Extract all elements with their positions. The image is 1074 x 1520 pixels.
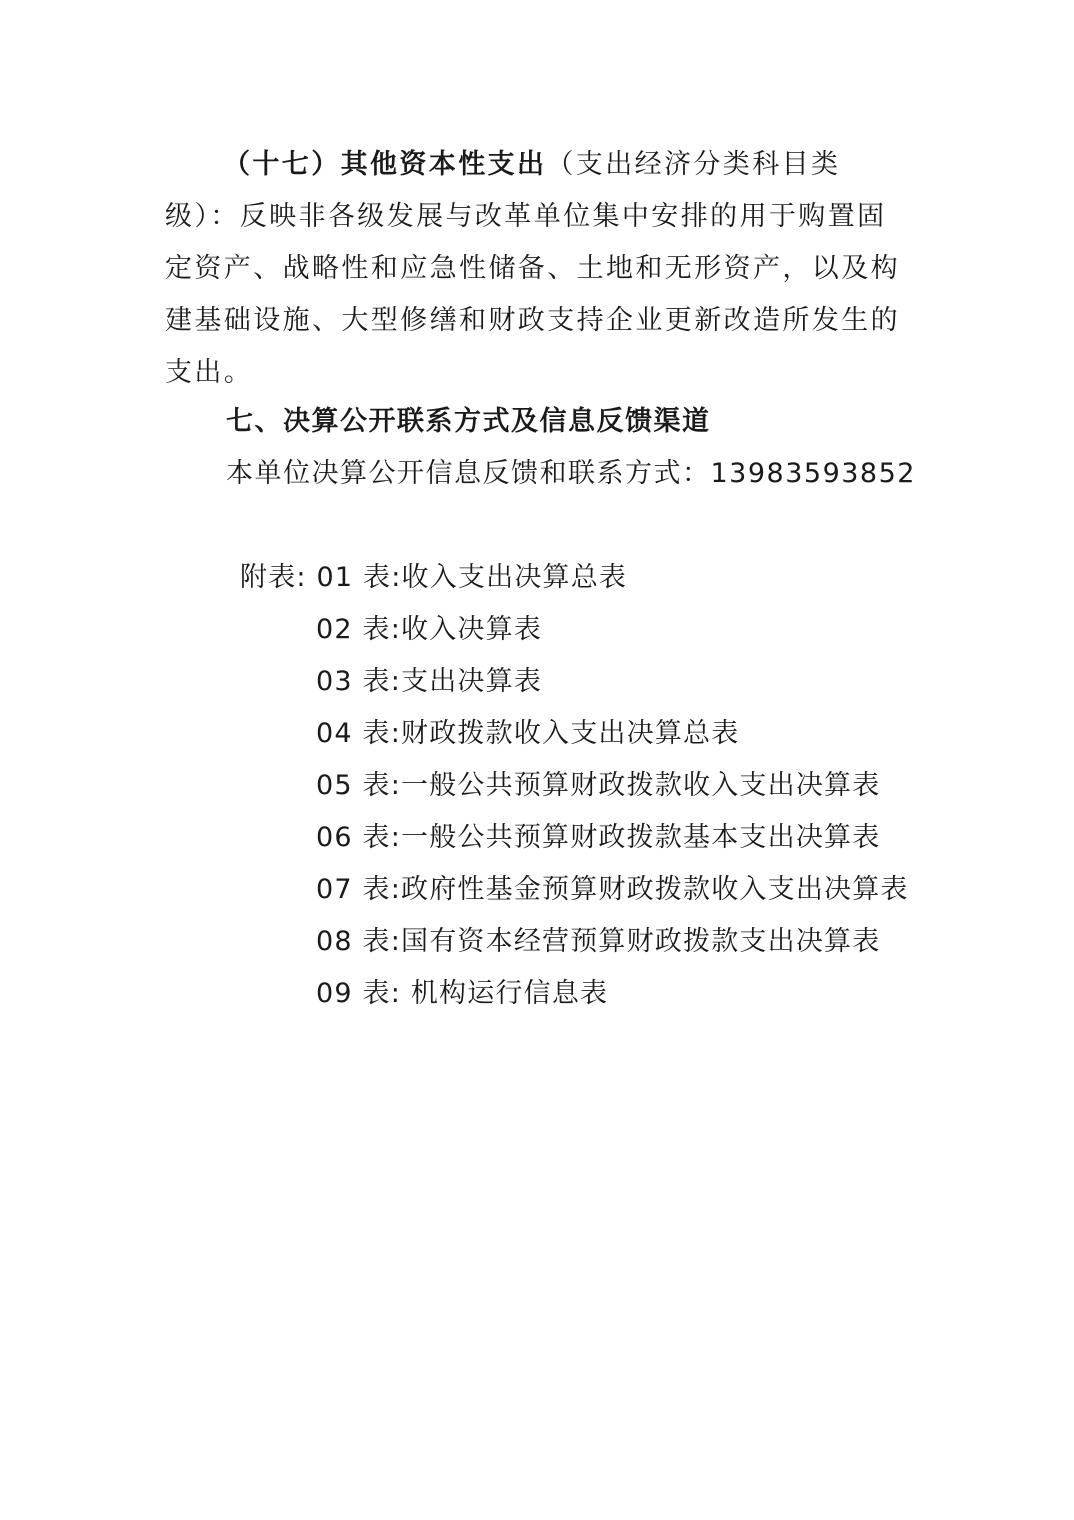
attachment-item: 06 表:一般公共预算财政拨款基本支出决算表: [316, 822, 881, 853]
contact-label: 本单位决算公开信息反馈和联系方式：: [226, 458, 711, 489]
section-17-body: （支出经济分类科目类级）：反映非各级发展与改革单位集中安排的用于购置固定资产、战略性和应急性储备、土地和无形资产，以及构建基础设施、大型修缮和财政支持企业更新改造所发生的支出。: [165, 149, 900, 388]
attachment-item: 09 表: 机构运行信息表: [316, 978, 609, 1009]
attachment-item: 08 表:国有资本经营预算财政拨款支出决算表: [316, 926, 881, 957]
attachment-item: 04 表:财政拨款收入支出决算总表: [316, 718, 740, 749]
attachment-item: 07 表:政府性基金预算财政拨款收入支出决算表: [316, 874, 909, 905]
contact-line: [226, 452, 916, 496]
section-17-title: （十七）其他资本性支出: [223, 149, 547, 180]
contact-phone: 13983593852: [710, 458, 916, 489]
attachment-item: 02 表:收入决算表: [316, 614, 543, 645]
attachment-item: 01 表:收入支出决算总表: [316, 562, 628, 593]
attachment-first-line: [240, 556, 627, 600]
attachment-item: 05 表:一般公共预算财政拨款收入支出决算表: [316, 770, 881, 801]
attachment-item: 03 表:支出决算表: [316, 666, 543, 697]
section-17-paragraph: [165, 139, 905, 399]
attachment-prefix: 附表:: [240, 562, 317, 593]
section-7-heading: 七、决算公开联系方式及信息反馈渠道: [226, 406, 711, 437]
